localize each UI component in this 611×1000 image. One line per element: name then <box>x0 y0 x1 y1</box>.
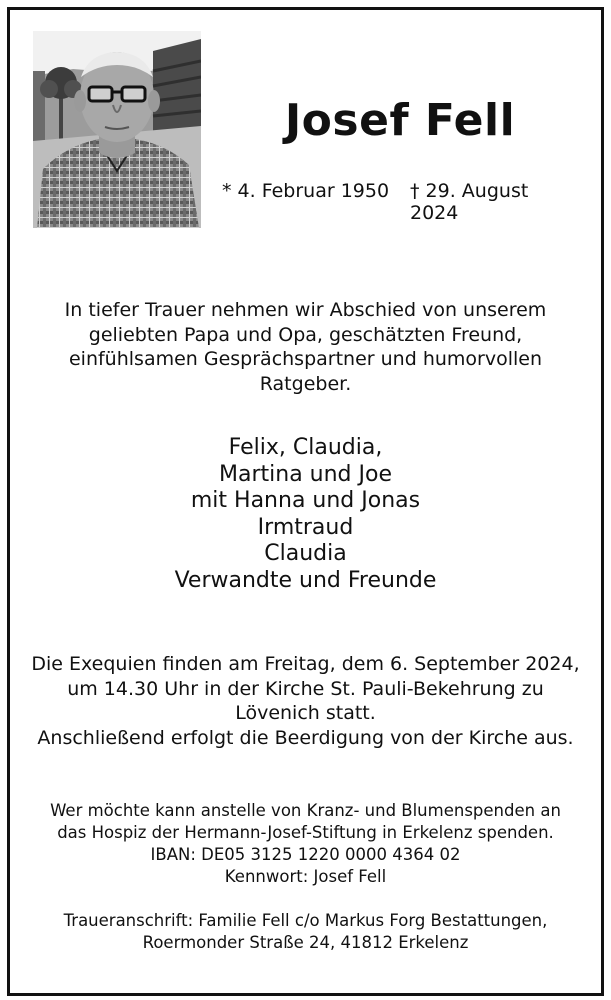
donation-line: das Hospiz der Hermann-Josef-Stiftung in Erkelenz spenden. <box>57 823 554 842</box>
family-line: Martina und Joe <box>219 461 392 487</box>
portrait-photo <box>33 31 201 228</box>
death-date: † 29. August 2024 <box>410 180 529 224</box>
service-info <box>20 652 591 750</box>
donation-line: Wer möchte kann anstelle von Kranz- und Blumenspenden an <box>50 801 561 820</box>
family-line: mit Hanna und Jonas <box>190 488 421 513</box>
mourning-address <box>20 910 591 954</box>
address-line: Roermonder Straße 24, 41812 Erkelenz <box>142 933 469 952</box>
mourning-line: einfühlsamen Gesprächspartner und humorvollen <box>68 348 542 370</box>
service-line: Anschließend erfolgt die Beerdigung von der Kirche aus. <box>37 726 574 749</box>
family-line: Felix, Claudia, <box>228 435 383 460</box>
family-line: Claudia <box>264 541 347 566</box>
family-list <box>20 435 591 594</box>
donation-info <box>20 800 591 888</box>
mourning-line: Ratgeber. <box>259 372 352 395</box>
iban-line: IBAN: DE05 3125 1220 0000 4364 02 <box>150 845 461 864</box>
mourning-line: geliebten Papa und Opa, geschätzten Freund, <box>88 323 523 346</box>
keyword-line: Kennwort: Josef Fell <box>224 867 387 886</box>
mourning-line: In tiefer Trauer nehmen wir Abschied von unserem <box>64 299 547 321</box>
mourning-text <box>20 298 591 396</box>
address-line: Traueranschrift: Familie Fell c/o Markus Forg Bestattungen, <box>63 911 548 930</box>
family-line: Verwandte und Freunde <box>174 567 437 593</box>
deceased-name: Josef Fell <box>284 95 516 146</box>
service-line: um 14.30 Uhr in der Kirche St. Pauli-Bekehrung zu <box>67 677 544 700</box>
service-line: Die Exequien finden am Freitag, dem 6. September 2024, <box>31 653 580 675</box>
family-line: Irmtraud <box>257 514 354 540</box>
birth-date: * 4. Februar 1950 <box>222 180 390 202</box>
service-line: Lövenich statt. <box>235 702 376 724</box>
